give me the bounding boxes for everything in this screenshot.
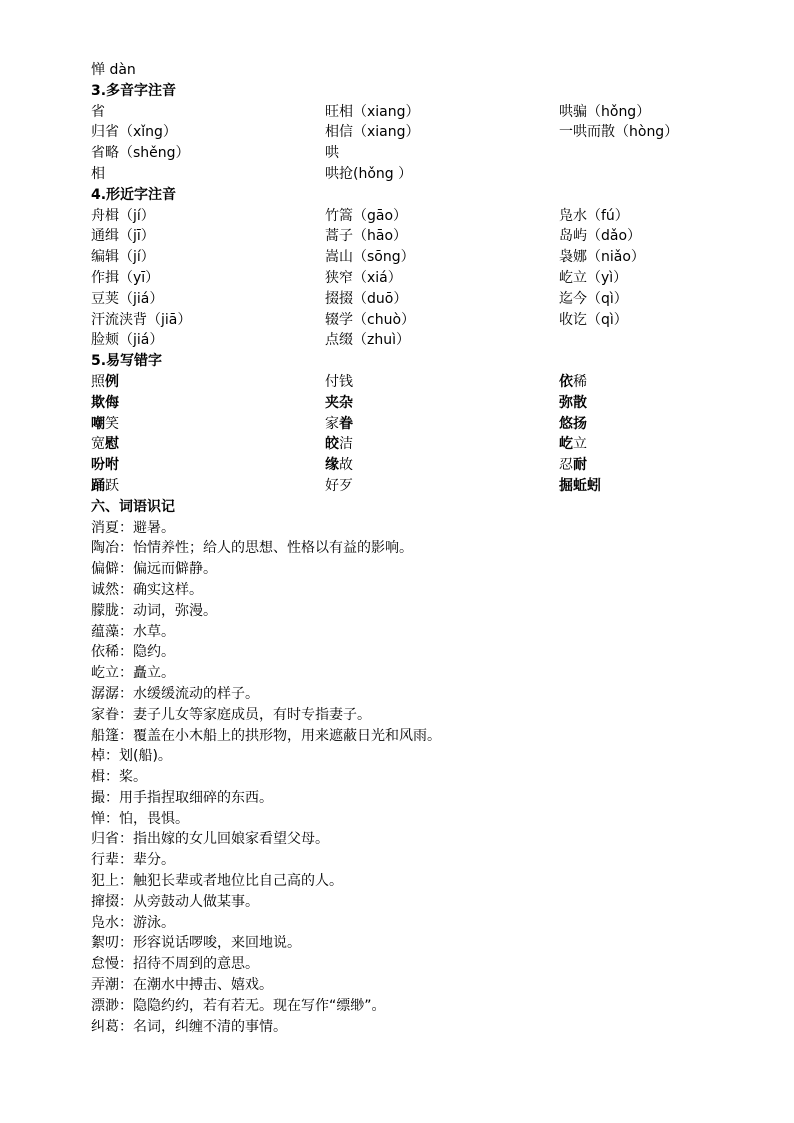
word-segment: 忍 [559, 457, 573, 474]
section3-row [91, 102, 751, 123]
vocab-entry: 归省：指出嫁的女儿回娘家看望父母。 [91, 831, 329, 848]
vocab-entry: 楫：桨。 [91, 769, 147, 786]
section3-row [91, 122, 751, 143]
section4-cell: 凫水（fú） [559, 207, 629, 224]
section4-row [91, 310, 751, 331]
section3-cell: 省 [91, 103, 105, 120]
section5-cell [91, 434, 325, 455]
word-segment: 宽 [91, 436, 105, 453]
vocab-entry: 蕴藻：水草。 [91, 623, 175, 640]
section5-cell [559, 393, 751, 414]
section3-cell: 归省（xǐng） [91, 124, 177, 141]
word-segment: 掘蚯蚓 [559, 477, 601, 494]
vocab-entry: 屹立：矗立。 [91, 665, 175, 682]
vocab-entry: 犯上：触犯长辈或者地位比自己高的人。 [91, 873, 343, 890]
word-segment: 例 [105, 373, 119, 390]
section6-list [91, 518, 751, 1038]
word-segment: 悠扬 [559, 415, 587, 432]
section3-cell: 一哄而散（hòng） [559, 124, 679, 141]
section4-row [91, 268, 751, 289]
section5-cell [559, 455, 751, 476]
section4-cell: 豆荚（jiá） [91, 290, 164, 307]
section5-cell [559, 476, 751, 497]
section5-cell [325, 434, 559, 455]
word-segment: 洁 [339, 436, 353, 453]
word-segment: 故 [339, 457, 353, 474]
word-segment: 耐 [573, 457, 587, 474]
word-segment: 皎 [325, 436, 339, 453]
section4-cell: 辍学（chuò） [325, 311, 416, 328]
section4-cell: 收讫（qì） [559, 311, 628, 328]
word-segment: 慰 [105, 436, 119, 453]
word-segment: 笑 [105, 415, 119, 432]
section5-row [91, 455, 751, 476]
section5-cell [91, 455, 325, 476]
section5-cell [325, 414, 559, 435]
vocab-entry: 朦胧：动词，弥漫。 [91, 602, 217, 619]
vocab-entry: 潺潺：水缓缓流动的样子。 [91, 685, 259, 702]
word-segment: 付钱 [325, 373, 353, 390]
section4-cell [559, 330, 751, 351]
vocab-entry: 消夏：避暑。 [91, 519, 175, 536]
section4-cell: 点缀（zhuì） [325, 332, 410, 349]
vocab-entry: 漂渺：隐隐约约，若有若无。现在写作“缥缈”。 [91, 997, 386, 1014]
vocab-entry: 偏僻：偏远而僻静。 [91, 561, 217, 578]
vocab-entry: 惮：怕，畏惧。 [91, 810, 189, 827]
vocab-entry: 诚然：确实这样。 [91, 581, 203, 598]
section5-cell [559, 434, 751, 455]
section4-cell: 通缉（jī） [91, 228, 155, 245]
word-segment: 夹杂 [325, 394, 353, 411]
section5-cell [91, 393, 325, 414]
section4-row [91, 226, 751, 247]
vocab-entry: 船篷：覆盖在小木船上的拱形物，用来遮蔽日光和风雨。 [91, 727, 441, 744]
section3-cell: 旺相（xiang） [325, 103, 420, 120]
vocab-entry: 依稀：隐约。 [91, 644, 175, 661]
section4-row [91, 289, 751, 310]
section4-cell: 蒿子（hāo） [325, 228, 408, 245]
word-segment: 依 [559, 373, 573, 390]
section4-cell: 作揖（yī） [91, 269, 160, 286]
section3-row [91, 164, 751, 185]
vocab-entry: 棹：划(船)。 [91, 748, 172, 765]
section4-cell: 嵩山（sōng） [325, 249, 415, 266]
section4-cell: 汗流浃背（jiā） [91, 311, 192, 328]
word-segment: 稀 [573, 373, 587, 390]
word-segment: 欺侮 [91, 394, 119, 411]
section6-heading: 六、词语识记 [91, 498, 175, 515]
section4-cell: 迄今（qì） [559, 290, 628, 307]
section4-cell: 掇掇（duō） [325, 290, 408, 307]
section3-table [91, 102, 751, 185]
section5-cell [91, 372, 325, 393]
section4-cell: 屹立（yì） [559, 269, 628, 286]
section5-cell [91, 476, 325, 497]
vocab-entry: 凫水：游泳。 [91, 914, 175, 931]
section5-cell [91, 414, 325, 435]
vocab-entry: 家眷：妻子儿女等家庭成员，有时专指妻子。 [91, 706, 371, 723]
section5-cell [559, 414, 751, 435]
word-segment: 屹 [559, 436, 573, 453]
section4-heading: 4.形近字注音 [91, 186, 177, 203]
section3-cell [559, 143, 751, 164]
section5-row [91, 476, 751, 497]
section4-cell: 岛屿（dǎo） [559, 228, 642, 245]
vocab-entry: 絮叨：形容说话啰唆，来回地说。 [91, 935, 301, 952]
section3-cell: 相 [91, 165, 105, 182]
vocab-entry: 撺掇：从旁鼓动人做某事。 [91, 893, 259, 910]
section4-row [91, 206, 751, 227]
section4-cell: 脸颊（jiá） [91, 332, 164, 349]
word-segment: 踊 [91, 477, 105, 494]
section4-table [91, 206, 751, 352]
section4-cell: 舟楫（jí） [91, 207, 155, 224]
document-page [91, 60, 751, 1037]
word-segment: 弥散 [559, 394, 587, 411]
section4-cell: 狭窄（xiá） [325, 269, 402, 286]
section3-cell: 哄骗（hǒng） [559, 103, 651, 120]
section5-cell [325, 476, 559, 497]
word-segment: 立 [573, 436, 587, 453]
section3-cell [559, 164, 751, 185]
section5-heading: 5.易写错字 [91, 353, 163, 370]
section3-cell: 省略（shěng） [91, 145, 190, 162]
vocab-entry: 行辈：辈分。 [91, 852, 175, 869]
section5-row [91, 434, 751, 455]
section4-cell: 编辑（jí） [91, 249, 155, 266]
section3-cell: 相信（xiang） [325, 124, 420, 141]
section3-cell: 哄 [325, 145, 339, 162]
word-segment: 好歹 [325, 477, 353, 494]
word-segment: 跃 [105, 477, 119, 494]
section5-cell [325, 393, 559, 414]
section4-cell: 竹篙（gāo） [325, 207, 408, 224]
vocab-entry: 纠葛：名词，纠缠不清的事情。 [91, 1018, 287, 1035]
vocab-entry: 怠慢：招待不周到的意思。 [91, 956, 259, 973]
section5-row [91, 414, 751, 435]
section5-cell [325, 455, 559, 476]
section3-cell: 哄抢(hǒng ） [325, 165, 413, 182]
vocab-entry: 撮：用手指捏取细碎的东西。 [91, 789, 273, 806]
word-segment: 缘 [325, 457, 339, 474]
vocab-entry: 弄潮：在潮水中搏击、嬉戏。 [91, 977, 273, 994]
intro-line: 惮 dàn [91, 62, 136, 78]
section4-row [91, 330, 751, 351]
word-segment: 嘲 [91, 415, 105, 432]
word-segment: 眷 [339, 415, 353, 432]
section3-heading: 3.多音字注音 [91, 82, 177, 99]
section5-table [91, 372, 751, 497]
word-segment: 吩咐 [91, 457, 119, 474]
section4-row [91, 247, 751, 268]
section4-cell: 袅娜（niǎo） [559, 249, 645, 266]
section5-cell [325, 372, 559, 393]
section3-row [91, 143, 751, 164]
vocab-entry: 陶冶：怡情养性；给人的思想、性格以有益的影响。 [91, 540, 413, 557]
section5-row [91, 393, 751, 414]
word-segment: 家 [325, 415, 339, 432]
section5-cell [559, 372, 751, 393]
section5-row [91, 372, 751, 393]
word-segment: 照 [91, 373, 105, 390]
